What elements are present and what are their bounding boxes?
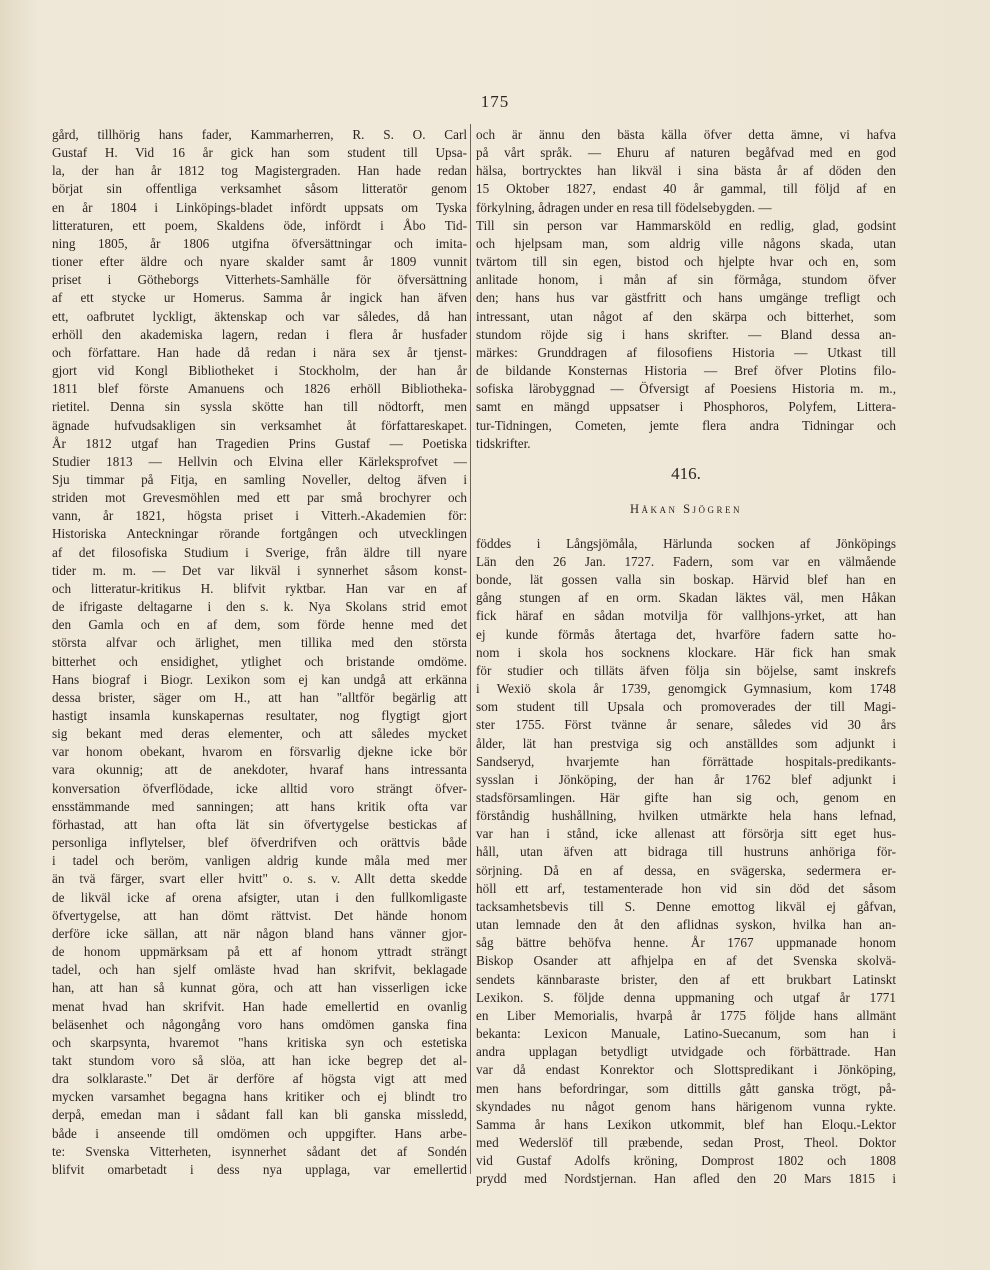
page-number: 175 [480, 92, 510, 111]
text-line: och litteratur-kritikus H. blifvit ryktbar. Han var en af [52, 580, 467, 596]
text-line: af det filosofiska Studium i Sverige, från äldre till nyare [52, 544, 467, 560]
text-line: vara okunnig; att de anekdoter, hvaraf hans intressanta [52, 762, 467, 778]
text-line: en Liber Memorialis, hvarpå år 1775 följde hans allmänt [476, 1007, 896, 1023]
text-line: hälsa, bortrycktes han likväl i sina bästa år af döden den [476, 163, 896, 179]
text-line: personliga inflytelser, blef öfverdrifven och orättvis både [52, 835, 467, 851]
text-line: hastigt insamla kunskapernas resultater, nog flygtigt gjort [52, 708, 467, 723]
text-line: vid Gustaf Adolfs kröning, Domprost 1802 och 1808 [476, 1153, 896, 1169]
text-line: en år 1804 i Linköpings-bladet infördt uppsats om Tyska [52, 199, 467, 215]
previous-entry-continuation [476, 126, 896, 453]
text-line: gjort vid Kongl Bibliotheket i Stockholm, der han år [52, 363, 467, 379]
text-line: den Gamla och en af dem, som förde henne med det [52, 617, 467, 633]
text-line: 15 Oktober 1827, endast 40 år gammal, till följd af en [476, 181, 896, 197]
text-line: var då endast Konrektor och Slottspredikant i Jönköping, [476, 1062, 896, 1078]
text-line: vann, år 1821, högsta priset i Vitterh.-Akademien för: [52, 508, 467, 524]
text-line: Samma år hans Lexikon utkommit, blef han Eloqu.-Lektor [476, 1116, 896, 1132]
text-line: han, att han så kunnat göra, och att han visserligen icke [52, 980, 467, 996]
text-line: tidskrifter. [476, 435, 531, 451]
text-line: de bildande Konsternas Historia — Bref öfver Plotins filo- [476, 363, 896, 379]
text-line: och författare. Han hade då redan i nära sex år tjenst- [52, 344, 467, 360]
text-line: fick häraf en sådan motvilja för vallhjons-yrket, att han [476, 608, 896, 624]
text-line: förståndig hushållning, hvilken utmärkte hela hans lefnad, [476, 808, 896, 824]
text-line: anlitade honom, i mån af sin förmåga, stundom öfver [476, 272, 896, 288]
text-line: gård, tillhörig hans fader, Kammarherren, R. S. O. Carl [52, 127, 467, 142]
text-line: Län den 26 Jan. 1727. Fadern, som var en välmående [476, 553, 896, 569]
text-line: Historiska Anteckningar rörande fortgången och utvecklingen [52, 526, 467, 542]
text-line: 1811 blef förste Amanuens och 1826 erhöll Bibliotheka- [52, 381, 467, 397]
text-line: sysslan i Jönköping, der han år 1762 blef adjunkt i [476, 771, 896, 787]
text-line: än tvä färger, svart eller hvitt" o. s. v. Allt detta skedde [52, 871, 467, 887]
text-line: på vårt språk. — Ehuru af naturen begåfvad med en god [476, 145, 896, 161]
text-line: beläsenhet och någongång voro hans omdömen ganska fina [52, 1016, 467, 1032]
text-line: ning 1805, år 1806 utgifna öfversättningar och imita- [52, 235, 467, 251]
entry-body [476, 535, 896, 1189]
text-line: tadel, och han sjelf omläste hvad han skrifvit, beklagade [52, 962, 467, 978]
text-line: och hjelpsam man, som aldrig ville någons skada, utan [476, 235, 896, 251]
entry-name-text: Håkan Sjögren [629, 501, 743, 516]
text-line: som student till Upsala och promoverades der till Magi- [476, 699, 896, 715]
text-line: var han i stånd, icke allenast att försörja sitt eget hus- [476, 826, 896, 842]
text-line: de honom uppmärksam på ett af honom yttradt strängt [52, 944, 467, 960]
text-line: prydd med Nordstjernan. Han afled den 20 Mars 1815 i [476, 1171, 896, 1187]
text-line: håll, utan äfven att bidraga till hustruns anhöriga för- [476, 844, 896, 860]
text-line: förhastad, att han ofta lät sin öfvertygelse bestickas af [52, 816, 467, 832]
text-line: ster 1755. Först tvänne år senare, således vid 30 års [476, 717, 896, 733]
text-line: märkes: Grunddragen af filosofiens Historia — Utkast till [476, 344, 896, 360]
text-line: både i anseende till omdömen och uppgifter. Hans arbe- [52, 1125, 467, 1141]
text-line: sendets kännbaraste brister, den af ett brukbart Latinskt [476, 971, 896, 987]
text-line: År 1812 utgaf han Tragedien Prins Gustaf — Poetiska [52, 435, 467, 451]
text-line: tioner efter äldre och nyare skalder samt år 1809 vunnit [52, 254, 467, 270]
text-line: höll ett arf, testamenterade hon vid sin död det såsom [476, 880, 896, 896]
text-line: ålder, lät han prestviga sig och anställdes som adjunkt i [476, 735, 896, 751]
text-line: de likväl icke af orena afsigter, utan i den fullkomligaste [52, 889, 467, 905]
text-line: i tadel och beröm, vanligen aldrig kunde måla med mer [52, 853, 467, 869]
text-line: la, der han år 1812 tog Magistergraden. Han hade redan [52, 163, 467, 179]
text-line: intressant, utan något af den skärpa och bitterhet, som [476, 308, 896, 324]
text-line: tur-Tidningen, Cometen, jemte flera andra Tidningar och [476, 417, 896, 433]
text-line: öfvertygelse, att han dömt rättvist. Det hände honom [52, 907, 467, 923]
text-line: förkylning, ådragen under en resa till födelsebygden. — [476, 199, 772, 215]
text-line: menat hvad han skrifvit. Han hade emellertid en ovanlig [52, 998, 467, 1014]
text-line: erhöll den akademiska lagern, redan i flera år husfader [52, 326, 467, 342]
text-line: dra solklaraste." Det är derföre af högsta vigt att med [52, 1071, 467, 1087]
text-line: derföre icke sällan, att när någon bland hans vänner gjor- [52, 925, 467, 941]
text-line: litteraturen, ett poem, Skaldens öde, infördt i Åbo Tid- [52, 217, 467, 233]
column-divider [470, 124, 471, 1174]
text-line: med Wederslöf till præbende, sedan Prost, Theol. Doktor [476, 1134, 896, 1150]
text-line: Lexikon. S. följde denna uppmaning och utgaf år 1771 [476, 989, 896, 1005]
text-line: dessa brister, säger om H., att han "alltför begärlig att [52, 689, 467, 705]
text-line: priset i Götheborgs Vitterhets-Samhälle för öfversättning [52, 272, 467, 288]
text-line: tvärtom till sin egen, bistod och hjelpte hvar och en, som [476, 254, 896, 270]
text-line: ensstämmande med sanningen; att hans kritik ofta var [52, 798, 467, 814]
text-line: te: Svenska Vitterheten, isynnerhet sådant det af Sondén [52, 1143, 467, 1159]
text-line: Sju timmar på Fitja, en samling Noveller, deltog äfven i [52, 471, 467, 487]
text-line: var honom obekant, hvarom en försvarlig djekne icke bör [52, 744, 467, 760]
text-line: sig bekant med deras elementer, och att således mycket [52, 726, 467, 742]
text-line: bitterhet och ensidighet, ytlighet och bristande omdöme. [52, 653, 467, 669]
text-line: men hans befordringar, som dittills gått ganska trögt, på- [476, 1080, 896, 1096]
text-line: nom i skola hos socknens klockare. Här fick han smak [476, 644, 896, 660]
text-line: börjat sin offentliga verksamhet såsom litteratör genom [52, 181, 467, 197]
text-line: af ett stycke ur Homerus. Samma år ingick han äfven [52, 290, 467, 306]
text-line: och skarpsynta, hvaremot "hans kritiska syn och estetiska [52, 1034, 467, 1050]
text-line: Sandseryd, hvarjemte han förrättade hospitals-predikants- [476, 753, 896, 769]
text-line: såg bättre behöfva henne. År 1767 uppmanade honom [476, 935, 896, 951]
text-line: de ifrigaste deltagarne i den s. k. Nya Skolans strid emot [52, 599, 467, 615]
left-column [52, 126, 467, 1179]
text-line: takt stundom voro så slöa, att han icke begrep det al- [52, 1052, 467, 1068]
text-line: Biskop Osander att afhjelpa en af det Svenska skolvä- [476, 953, 896, 969]
text-line: ett, oafbrutet lyckligt, äktenskap och var således, då han [52, 308, 467, 324]
text-line: derpå, emedan man i sådant fall kan bli ganska missledd, [52, 1107, 467, 1123]
text-line: blifvit omarbetadt i dess nya upplaga, var emellertid [52, 1161, 467, 1177]
text-line: sofiska lärobyggnad — Öfversigt af Poesiens Historia m. m., [476, 381, 896, 397]
entry-name [476, 497, 896, 521]
text-line: Hans biograf i Biogr. Lexikon som ej kan undgå att erkänna [52, 671, 467, 687]
text-line: rietitel. Denna sin syssla skötte han till nödtorft, men [52, 399, 467, 415]
text-line: konversation öfverflödade, icke alltid voro strängt öfver- [52, 780, 467, 796]
text-line: Gustaf H. Vid 16 år gick han som student till Upsa- [52, 145, 467, 161]
text-line: stundom röjde sig i hans skrifter. — Bland dessa an- [476, 326, 896, 342]
text-line: utan lemnade den åt den aflidnas syskon, hvilka han an- [476, 917, 896, 933]
right-column [476, 126, 896, 1188]
text-line: största alfvar och ärlighet, men tillika med den största [52, 635, 467, 651]
text-line: skyndades nu något genom hans härigenom vunna rykte. [476, 1098, 896, 1114]
text-line: gång stungen af en orm. Skadan läktes väl, men Håkan [476, 590, 896, 606]
text-line: föddes i Långsjömåla, Härlunda socken af Jönköpings [476, 535, 896, 551]
text-line: tacksamhetsbevis till S. Denne emottog likväl ej gåfvan, [476, 898, 896, 914]
text-line: striden mot Grevesmöhlen med ett par små brochyrer och [52, 490, 467, 506]
text-line: och är ännu den bästa källa öfver detta ämne, vi hafva [476, 127, 896, 142]
text-line: ej kunde förmås återtaga det, hvarföre fadern satte ho- [476, 626, 896, 642]
text-line: mycken varsamhet begagna hans kritiker och ej blindt tro [52, 1089, 467, 1105]
text-line: ägnade hufvudsakligen sin verksamhet åt författareskapet. [52, 417, 467, 433]
text-line: i Wexiö skola år 1739, genomgick Gymnasium, kom 1748 [476, 681, 896, 697]
text-line: samt en mängd uppsatser i Phosphoros, Polyfem, Littera- [476, 399, 896, 415]
entry-number: 416. [671, 463, 701, 483]
text-line: Studier 1813 — Hellvin och Elvina eller Kärleksprofvet — [52, 453, 467, 469]
text-line: för studier och tilläts äfven följa sin böjelse, samt inskrefs [476, 662, 896, 678]
text-line: den; hans hus var gästfritt och hans umgänge trefligt och [476, 290, 896, 306]
text-line: andra upplagan betydligt utvidgade och förbättrade. Han [476, 1044, 896, 1060]
text-line: bekanta: Lexicon Manuale, Latino-Suecanum, som han i [476, 1026, 896, 1042]
text-line: tider m. m. — Det var likväl i synnerhet såsom konst- [52, 562, 467, 578]
text-line: stadsförsamlingen. Här gifte han sig och, genom en [476, 790, 896, 805]
text-line: bonde, lät gossen valla sin boskap. Härvid blef han en [476, 572, 896, 588]
text-line: sörjning. Då en af dessa, en svägerska, sedermera er- [476, 862, 896, 878]
text-line: Till sin person var Hammarsköld en redlig, glad, godsint [476, 217, 896, 233]
